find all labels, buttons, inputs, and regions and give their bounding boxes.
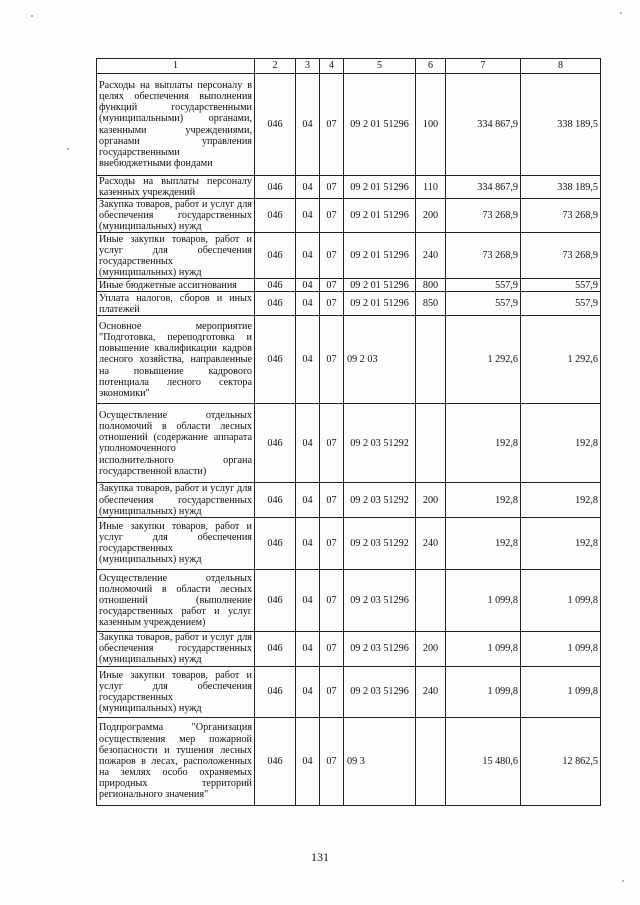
row-target-code: 09 2 03 51296 bbox=[344, 631, 416, 666]
row-description: Закупка товаров, работ и услуг для обеспечения государственных (муниципальных) нужд bbox=[97, 631, 255, 666]
row-subsection: 07 bbox=[320, 176, 344, 199]
scan-speck bbox=[31, 15, 33, 17]
row-description: Иные бюджетные ассигнования bbox=[97, 279, 255, 292]
row-expense-type: 110 bbox=[416, 176, 446, 199]
row-subsection: 07 bbox=[320, 279, 344, 292]
row-amount-1: 15 480,6 bbox=[446, 717, 521, 805]
table-row bbox=[97, 569, 601, 631]
row-expense-type: 240 bbox=[416, 666, 446, 717]
row-amount-2: 73 268,9 bbox=[521, 199, 601, 233]
row-subsection: 07 bbox=[320, 631, 344, 666]
row-amount-2: 192,8 bbox=[521, 404, 601, 483]
table-row bbox=[97, 404, 601, 483]
table-row bbox=[97, 666, 601, 717]
row-ministry-code: 046 bbox=[255, 74, 296, 176]
row-amount-2: 1 099,8 bbox=[521, 631, 601, 666]
row-section: 04 bbox=[296, 569, 320, 631]
row-subsection: 07 bbox=[320, 316, 344, 404]
row-description: Закупка товаров, работ и услуг для обеспечения государственных (муниципальных) нужд bbox=[97, 483, 255, 517]
table-row bbox=[97, 74, 601, 176]
row-ministry-code: 046 bbox=[255, 569, 296, 631]
row-expense-type bbox=[416, 404, 446, 483]
row-amount-1: 1 099,8 bbox=[446, 666, 521, 717]
header-cell: 3 bbox=[296, 59, 320, 74]
row-section: 04 bbox=[296, 279, 320, 292]
row-amount-1: 334 867,9 bbox=[446, 176, 521, 199]
row-amount-2: 1 099,8 bbox=[521, 666, 601, 717]
budget-table bbox=[96, 58, 601, 806]
header-cell: 8 bbox=[521, 59, 601, 74]
row-expense-type: 200 bbox=[416, 631, 446, 666]
row-section: 04 bbox=[296, 292, 320, 316]
row-amount-2: 1 292,6 bbox=[521, 316, 601, 404]
row-section: 04 bbox=[296, 316, 320, 404]
row-target-code: 09 2 03 51292 bbox=[344, 517, 416, 569]
row-ministry-code: 046 bbox=[255, 517, 296, 569]
row-section: 04 bbox=[296, 631, 320, 666]
row-amount-2: 338 189,5 bbox=[521, 74, 601, 176]
page-number: 131 bbox=[311, 850, 329, 864]
row-target-code: 09 2 03 51292 bbox=[344, 404, 416, 483]
row-amount-1: 192,8 bbox=[446, 517, 521, 569]
header-cell: 6 bbox=[416, 59, 446, 74]
row-expense-type bbox=[416, 717, 446, 805]
row-subsection: 07 bbox=[320, 517, 344, 569]
scan-speck bbox=[67, 148, 69, 150]
row-ministry-code: 046 bbox=[255, 292, 296, 316]
table-row bbox=[97, 176, 601, 199]
scan-speck bbox=[622, 880, 624, 882]
row-ministry-code: 046 bbox=[255, 176, 296, 199]
row-amount-2: 192,8 bbox=[521, 517, 601, 569]
row-expense-type: 850 bbox=[416, 292, 446, 316]
row-amount-1: 192,8 bbox=[446, 404, 521, 483]
row-description: Иные закупки товаров, работ и услуг для обеспечения государственных (муниципальных) нужд bbox=[97, 233, 255, 279]
row-target-code: 09 2 03 bbox=[344, 316, 416, 404]
row-expense-type: 200 bbox=[416, 483, 446, 517]
row-description: Иные закупки товаров, работ и услуг для обеспечения государственных (муниципальных) нужд bbox=[97, 517, 255, 569]
header-cell: 2 bbox=[255, 59, 296, 74]
header-cell: 4 bbox=[320, 59, 344, 74]
row-amount-2: 557,9 bbox=[521, 292, 601, 316]
row-amount-1: 557,9 bbox=[446, 292, 521, 316]
table-row bbox=[97, 199, 601, 233]
row-section: 04 bbox=[296, 483, 320, 517]
row-target-code: 09 2 01 51296 bbox=[344, 176, 416, 199]
table-row bbox=[97, 483, 601, 517]
row-amount-1: 73 268,9 bbox=[446, 199, 521, 233]
row-description: Осуществление отдельных полномочий в области лесных отношений (выполнение государственных работ и услуг казенным учреждением) bbox=[97, 569, 255, 631]
scan-speck bbox=[620, 12, 622, 14]
row-description: Осуществление отдельных полномочий в области лесных отношений (содержание аппарата уполномоченного исполнительного органа государственной власти) bbox=[97, 404, 255, 483]
table-row bbox=[97, 233, 601, 279]
row-target-code: 09 2 01 51296 bbox=[344, 292, 416, 316]
row-amount-1: 73 268,9 bbox=[446, 233, 521, 279]
table-row bbox=[97, 717, 601, 805]
row-description: Закупка товаров, работ и услуг для обеспечения государственных (муниципальных) нужд bbox=[97, 199, 255, 233]
row-section: 04 bbox=[296, 199, 320, 233]
row-target-code: 09 2 01 51296 bbox=[344, 279, 416, 292]
table-row bbox=[97, 631, 601, 666]
row-target-code: 09 2 01 51296 bbox=[344, 74, 416, 176]
row-description: Расходы на выплаты персоналу в целях обеспечения выполнения функций государственными (муниципальными) органами, казенными учреждениями, органами управления государственными внебюджетными фондами bbox=[97, 74, 255, 176]
row-subsection: 07 bbox=[320, 199, 344, 233]
row-expense-type: 200 bbox=[416, 199, 446, 233]
table-row bbox=[97, 316, 601, 404]
row-subsection: 07 bbox=[320, 666, 344, 717]
row-section: 04 bbox=[296, 717, 320, 805]
row-amount-2: 192,8 bbox=[521, 483, 601, 517]
row-subsection: 07 bbox=[320, 404, 344, 483]
row-amount-1: 192,8 bbox=[446, 483, 521, 517]
row-amount-2: 73 268,9 bbox=[521, 233, 601, 279]
header-cell: 1 bbox=[97, 59, 255, 74]
row-ministry-code: 046 bbox=[255, 279, 296, 292]
row-amount-2: 1 099,8 bbox=[521, 569, 601, 631]
row-description: Подпрограмма "Организация осуществления мер пожарной безопасности и тушения лесных пожаров в лесах, расположенных на землях особо охраняемых природных территорий регионального значения" bbox=[97, 717, 255, 805]
row-subsection: 07 bbox=[320, 483, 344, 517]
row-target-code: 09 2 03 51292 bbox=[344, 483, 416, 517]
row-subsection: 07 bbox=[320, 569, 344, 631]
row-amount-1: 1 292,6 bbox=[446, 316, 521, 404]
row-description: Уплата налогов, сборов и иных платежей bbox=[97, 292, 255, 316]
row-subsection: 07 bbox=[320, 717, 344, 805]
row-ministry-code: 046 bbox=[255, 233, 296, 279]
row-expense-type: 800 bbox=[416, 279, 446, 292]
row-subsection: 07 bbox=[320, 74, 344, 176]
row-section: 04 bbox=[296, 517, 320, 569]
row-section: 04 bbox=[296, 404, 320, 483]
row-description: Расходы на выплаты персоналу казенных учреждений bbox=[97, 176, 255, 199]
row-expense-type bbox=[416, 569, 446, 631]
row-amount-1: 1 099,8 bbox=[446, 569, 521, 631]
table-row bbox=[97, 517, 601, 569]
row-amount-1: 1 099,8 bbox=[446, 631, 521, 666]
row-section: 04 bbox=[296, 176, 320, 199]
row-section: 04 bbox=[296, 233, 320, 279]
row-ministry-code: 046 bbox=[255, 666, 296, 717]
header-cell: 5 bbox=[344, 59, 416, 74]
row-description: Основное мероприятие "Подготовка, переподготовка и повышение квалификации кадров лесного хозяйства, направленные на повышение кадрового потенциала лесного сектора экономики" bbox=[97, 316, 255, 404]
row-expense-type bbox=[416, 316, 446, 404]
row-amount-2: 12 862,5 bbox=[521, 717, 601, 805]
row-subsection: 07 bbox=[320, 233, 344, 279]
row-expense-type: 240 bbox=[416, 233, 446, 279]
row-amount-2: 338 189,5 bbox=[521, 176, 601, 199]
table-row bbox=[97, 279, 601, 292]
row-ministry-code: 046 bbox=[255, 404, 296, 483]
row-target-code: 09 2 03 51296 bbox=[344, 569, 416, 631]
row-amount-1: 557,9 bbox=[446, 279, 521, 292]
row-amount-2: 557,9 bbox=[521, 279, 601, 292]
row-section: 04 bbox=[296, 666, 320, 717]
row-ministry-code: 046 bbox=[255, 483, 296, 517]
row-target-code: 09 2 01 51296 bbox=[344, 199, 416, 233]
row-ministry-code: 046 bbox=[255, 717, 296, 805]
row-section: 04 bbox=[296, 74, 320, 176]
row-amount-1: 334 867,9 bbox=[446, 74, 521, 176]
row-description: Иные закупки товаров, работ и услуг для обеспечения государственных (муниципальных) нужд bbox=[97, 666, 255, 717]
table-header-row bbox=[97, 59, 601, 74]
row-ministry-code: 046 bbox=[255, 631, 296, 666]
row-subsection: 07 bbox=[320, 292, 344, 316]
row-ministry-code: 046 bbox=[255, 199, 296, 233]
row-target-code: 09 2 03 51296 bbox=[344, 666, 416, 717]
table-row bbox=[97, 292, 601, 316]
row-target-code: 09 2 01 51296 bbox=[344, 233, 416, 279]
row-expense-type: 240 bbox=[416, 517, 446, 569]
row-expense-type: 100 bbox=[416, 74, 446, 176]
header-cell: 7 bbox=[446, 59, 521, 74]
row-ministry-code: 046 bbox=[255, 316, 296, 404]
row-target-code: 09 3 bbox=[344, 717, 416, 805]
